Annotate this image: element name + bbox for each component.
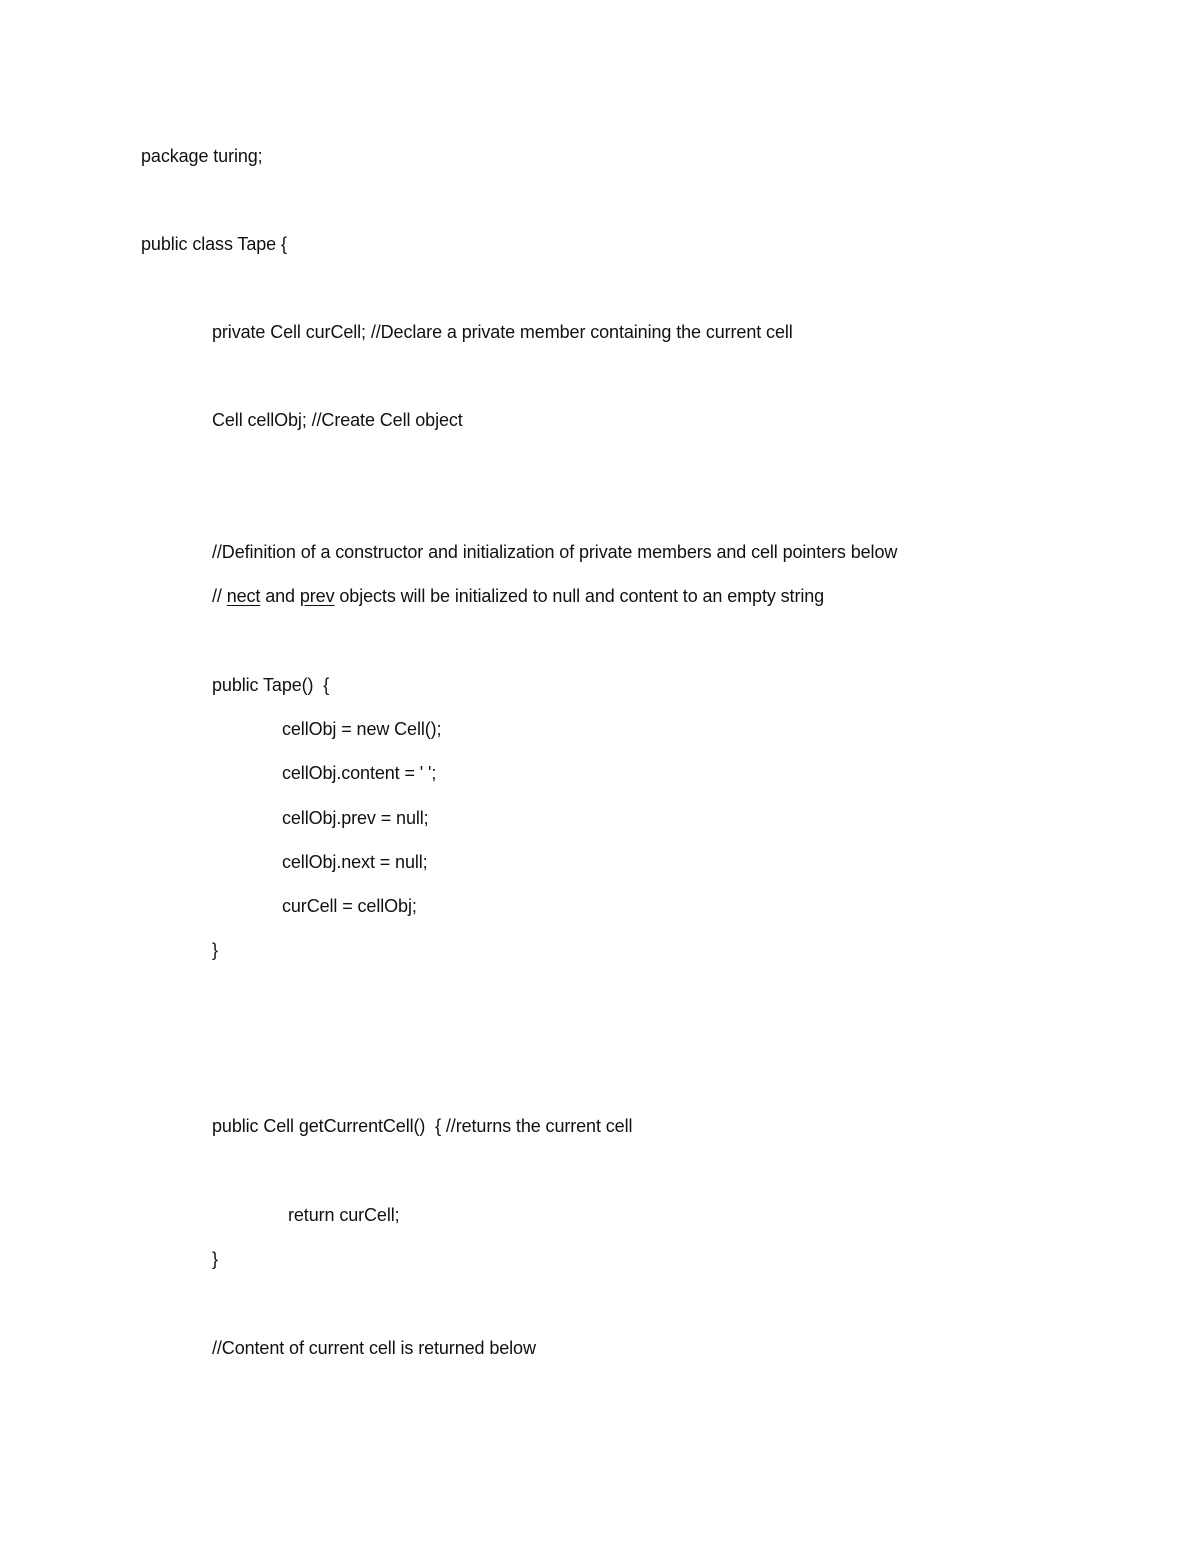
constructor-comment-line: //Definition of a constructor and initialization of private members and cell pointers below (212, 542, 898, 562)
comment-suffix: objects will be initialized to null and content to an empty string (334, 586, 825, 606)
comment-prefix: // (212, 586, 227, 606)
return-statement: return curCell; (288, 1205, 400, 1225)
initialization-comment-line (212, 585, 824, 607)
getter-declaration-line: public Cell getCurrentCell() { //returns the current cell (212, 1116, 633, 1136)
content-statement: cellObj.content = ' '; (282, 763, 437, 783)
comment-and: and (260, 586, 300, 606)
package-line: package turing; (141, 146, 263, 166)
constructor-closing-brace: } (212, 940, 218, 960)
current-cell-assignment-statement: curCell = cellObj; (282, 896, 417, 916)
getter-closing-brace: } (212, 1249, 218, 1269)
content-comment-line: //Content of current cell is returned below (212, 1338, 536, 1358)
next-statement: cellObj.next = null; (282, 852, 428, 872)
underlined-word-nect: nect (226, 586, 261, 606)
current-cell-declaration-line: private Cell curCell; //Declare a private member containing the current cell (212, 322, 793, 342)
cell-object-declaration-line: Cell cellObj; //Create Cell object (212, 410, 463, 430)
constructor-declaration-line: public Tape() { (212, 675, 330, 695)
underlined-word-prev: prev (299, 586, 335, 606)
class-declaration-line: public class Tape { (141, 234, 287, 254)
prev-statement: cellObj.prev = null; (282, 808, 429, 828)
new-cell-statement: cellObj = new Cell(); (282, 719, 442, 739)
